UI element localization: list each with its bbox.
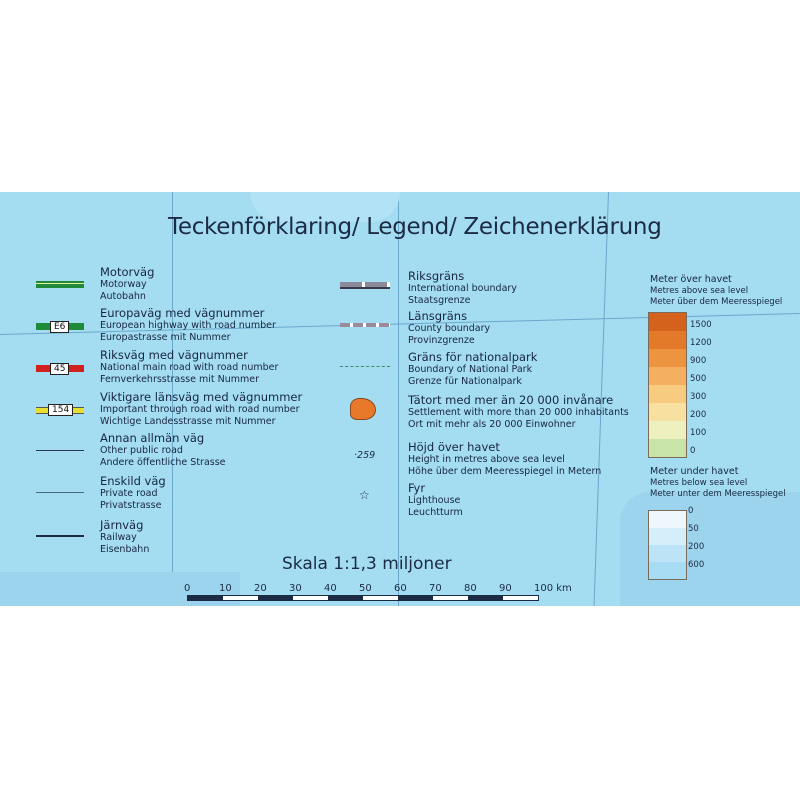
scale-title: Skala 1:1,3 miljoner [282, 554, 452, 574]
depth-label: 50 [688, 524, 699, 534]
legend-item-national-park [408, 351, 537, 387]
legend-item-e-road [100, 307, 276, 343]
label-sv: Järnväg [100, 518, 144, 532]
elevation-swatch [649, 331, 686, 349]
elevation-swatch [649, 439, 686, 457]
scale-tick-label: 20 [254, 583, 267, 594]
label-en: Settlement with more than 20 000 inhabitants [408, 407, 629, 418]
elevation-swatch [649, 313, 686, 331]
height-symbol: ·259 [354, 450, 376, 461]
label-de: Andere öffentliche Strasse [100, 456, 226, 468]
label-sv: Tätort med mer än 20 000 invånare [408, 393, 614, 407]
public-road-symbol [36, 450, 84, 451]
elevation-swatch [649, 403, 686, 421]
legend-item-public-road [100, 432, 226, 468]
motorway-symbol [36, 281, 84, 288]
label-en: Metres above sea level [650, 285, 749, 296]
lighthouse-icon: ☆ [359, 488, 370, 502]
label-sv: Meter över havet [650, 274, 732, 285]
scale-tick-label: 50 [359, 583, 372, 594]
label-de: Staatsgrenze [408, 294, 471, 306]
label-en: Motorway [100, 279, 147, 290]
label-de: Ort mit mehr als 20 000 Einwohner [408, 418, 576, 430]
graticule-line [398, 192, 399, 606]
elevation-label: 1500 [690, 320, 712, 330]
depth-label: 0 [688, 506, 694, 516]
e-road-badge: E6 [50, 321, 69, 333]
label-en: European highway with road number [100, 320, 276, 331]
depth-swatch [649, 545, 686, 562]
national-road-badge: 45 [50, 363, 69, 375]
sea-shading [620, 492, 800, 606]
label-de: Leuchtturm [408, 506, 463, 518]
label-de: Autobahn [100, 290, 146, 302]
legend-item-lighthouse [408, 482, 463, 518]
legend-item-height [408, 441, 601, 477]
label-sv: Länsgräns [408, 309, 468, 323]
elevation-swatch [649, 385, 686, 403]
depth-label: 600 [688, 560, 705, 570]
label-de: Eisenbahn [100, 543, 150, 555]
label-sv: Meter under havet [650, 466, 739, 477]
label-de: Provinzgrenze [408, 334, 475, 346]
label-en: Other public road [100, 445, 183, 456]
elevation-heading [650, 274, 782, 309]
elevation-swatch [649, 367, 686, 385]
elevation-swatch [649, 421, 686, 439]
label-en: Height in metres above sea level [408, 454, 565, 465]
county-boundary-symbol [340, 323, 390, 327]
scale-tick-label: 30 [289, 583, 302, 594]
label-sv: Höjd över havet [408, 440, 500, 454]
label-de: Wichtige Landesstrasse mit Nummer [100, 415, 276, 427]
label-de: Grenze für Nationalpark [408, 375, 522, 387]
elevation-label: 0 [690, 446, 696, 456]
label-sv: Riksväg med vägnummer [100, 348, 248, 362]
scale-tick-label: 10 [219, 583, 232, 594]
depth-heading [650, 466, 786, 501]
elevation-label: 900 [690, 356, 707, 366]
railway-symbol [36, 535, 84, 537]
scale-tick-label: 40 [324, 583, 337, 594]
county-road-badge: 154 [48, 404, 73, 416]
legend-item-private-road [100, 475, 166, 511]
label-sv: Riksgräns [408, 269, 465, 283]
international-boundary-symbol [340, 282, 390, 289]
label-en: Lighthouse [408, 495, 461, 506]
legend-item-settlement [408, 394, 629, 430]
depth-swatch [649, 511, 686, 528]
legend-item-county-boundary [408, 310, 490, 346]
elevation-label: 500 [690, 374, 707, 384]
elevation-label: 200 [690, 410, 707, 420]
label-de: Fernverkehrsstrasse mit Nummer [100, 373, 259, 385]
label-de: Höhe über dem Meeresspiegel in Metern [408, 465, 602, 477]
depth-color-ramp [648, 510, 687, 580]
depth-label: 200 [688, 542, 705, 552]
legend-item-international-boundary [408, 270, 517, 306]
label-sv: Enskild väg [100, 474, 166, 488]
label-en: Metres below sea level [650, 477, 748, 488]
scale-tick-label: 90 [499, 583, 512, 594]
scale-tick-label: 80 [464, 583, 477, 594]
label-en: Railway [100, 532, 137, 543]
elevation-color-ramp [648, 312, 687, 458]
label-en: Important through road with road number [100, 404, 300, 415]
label-de: Europastrasse mit Nummer [100, 331, 231, 343]
label-sv: Fyr [408, 481, 426, 495]
elevation-swatch [649, 349, 686, 367]
private-road-symbol [36, 492, 84, 493]
national-park-boundary-symbol [340, 366, 390, 367]
elevation-label: 100 [690, 428, 707, 438]
label-en: Private road [100, 488, 158, 499]
label-de: Meter über dem Meeresspiegel [650, 297, 783, 307]
elevation-label: 300 [690, 392, 707, 402]
label-sv: Europaväg med vägnummer [100, 306, 265, 320]
legend-item-railway [100, 519, 149, 555]
legend-item-national-road [100, 349, 278, 385]
legend-title: Teckenförklaring/ Legend/ Zeichenerklärung [168, 214, 662, 240]
label-en: Boundary of National Park [408, 364, 533, 375]
legend-item-motorway [100, 266, 154, 302]
label-en: County boundary [408, 323, 491, 334]
label-en: National main road with road number [100, 362, 279, 373]
depth-swatch [649, 562, 686, 579]
scale-tick-label: 100 km [534, 583, 572, 594]
elevation-label: 1200 [690, 338, 712, 348]
scale-tick-label: 0 [184, 583, 191, 594]
scale-tick-label: 60 [394, 583, 407, 594]
legend-item-county-road [100, 391, 302, 427]
settlement-symbol [350, 398, 376, 420]
label-de: Meter unter dem Meeresspiegel [650, 489, 786, 499]
depth-swatch [649, 528, 686, 545]
label-de: Privatstrasse [100, 499, 162, 511]
scale-tick-label: 70 [429, 583, 442, 594]
label-sv: Motorväg [100, 265, 155, 279]
scale-bar [187, 595, 539, 601]
label-sv: Annan allmän väg [100, 431, 205, 445]
map-legend-panel [0, 192, 800, 606]
label-en: International boundary [408, 283, 517, 294]
label-sv: Gräns för nationalpark [408, 350, 538, 364]
label-sv: Viktigare länsväg med vägnummer [100, 390, 303, 404]
